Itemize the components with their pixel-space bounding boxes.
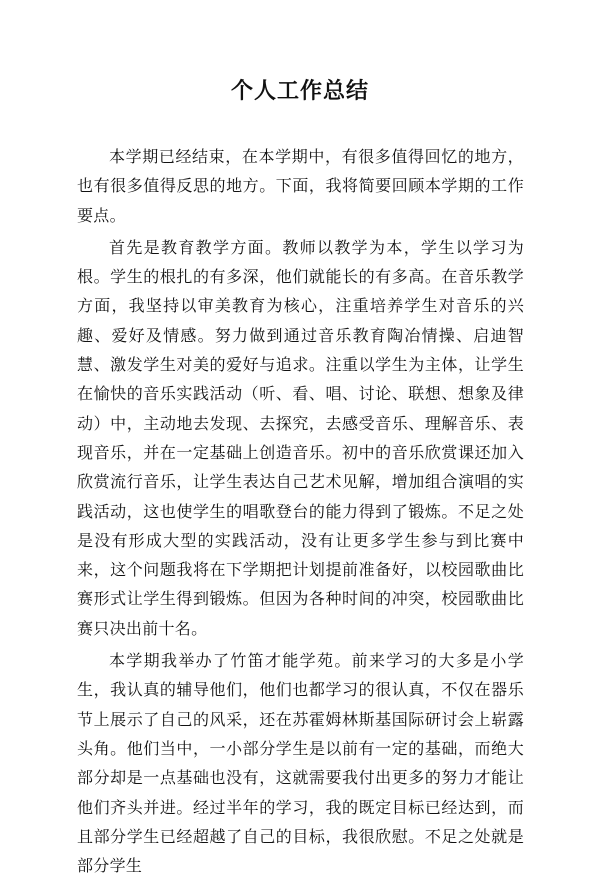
paragraph-teaching: 首先是教育教学方面。教师以教学为本，学生以学习为根。学生的根扎的有多深，他们就能长的有多高。在音乐教学方面，我坚持以审美教育为核心，注重培养学生对音乐的兴趣、爱好及情感。努力做到通过音乐教育陶冶情操、启迪智慧、激发学生对美的爱好与追求。注重以学生为主体，让学生在愉快的音乐实践活动（听、看、唱、讨论、联想、想象及律动）中，主动地去发现、去探究，去感受音乐、理解音乐、表现音乐，并在一定基础上创造音乐。初中的音乐欣赏课还加入欣赏流行音乐，让学生表达自己艺术见解，增加组合演唱的实践活动，这也使学生的唱歌登台的能力得到了锻炼。不足之处是没有形成大型的实践活动，没有让更多学生参与到比赛中来，这个问题我将在下学期把计划提前准备好，以校园歌曲比赛形式让学生得到锻炼。但因为各种时间的冲突，校园歌曲比赛只决出前十名。	[77, 237, 524, 638]
document-body	[77, 142, 524, 883]
paragraph-intro: 本学期已经结束，在本学期中，有很多值得回忆的地方，也有很多值得反思的地方。下面，我将简要回顾本学期的工作要点。	[77, 147, 524, 225]
page-title: 个人工作总结	[230, 79, 369, 104]
paragraph-flute-academy: 本学期我举办了竹笛才能学苑。前来学习的大多是小学生，我认真的辅导他们，他们也都学习的很认真，不仅在器乐节上展示了自己的风采，还在苏霍姆林斯基国际研讨会上崭露头角。他们当中，一小部分学生是以前有一定的基础，而绝大部分却是一点基础也没有，这就需要我付出更多的努力才能让他们齐头并进。经过半年的学习，我的既定目标已经达到，而且部分学生已经超越了自己的目标，我很欣慰。不足之处就是部分学生	[77, 651, 524, 876]
